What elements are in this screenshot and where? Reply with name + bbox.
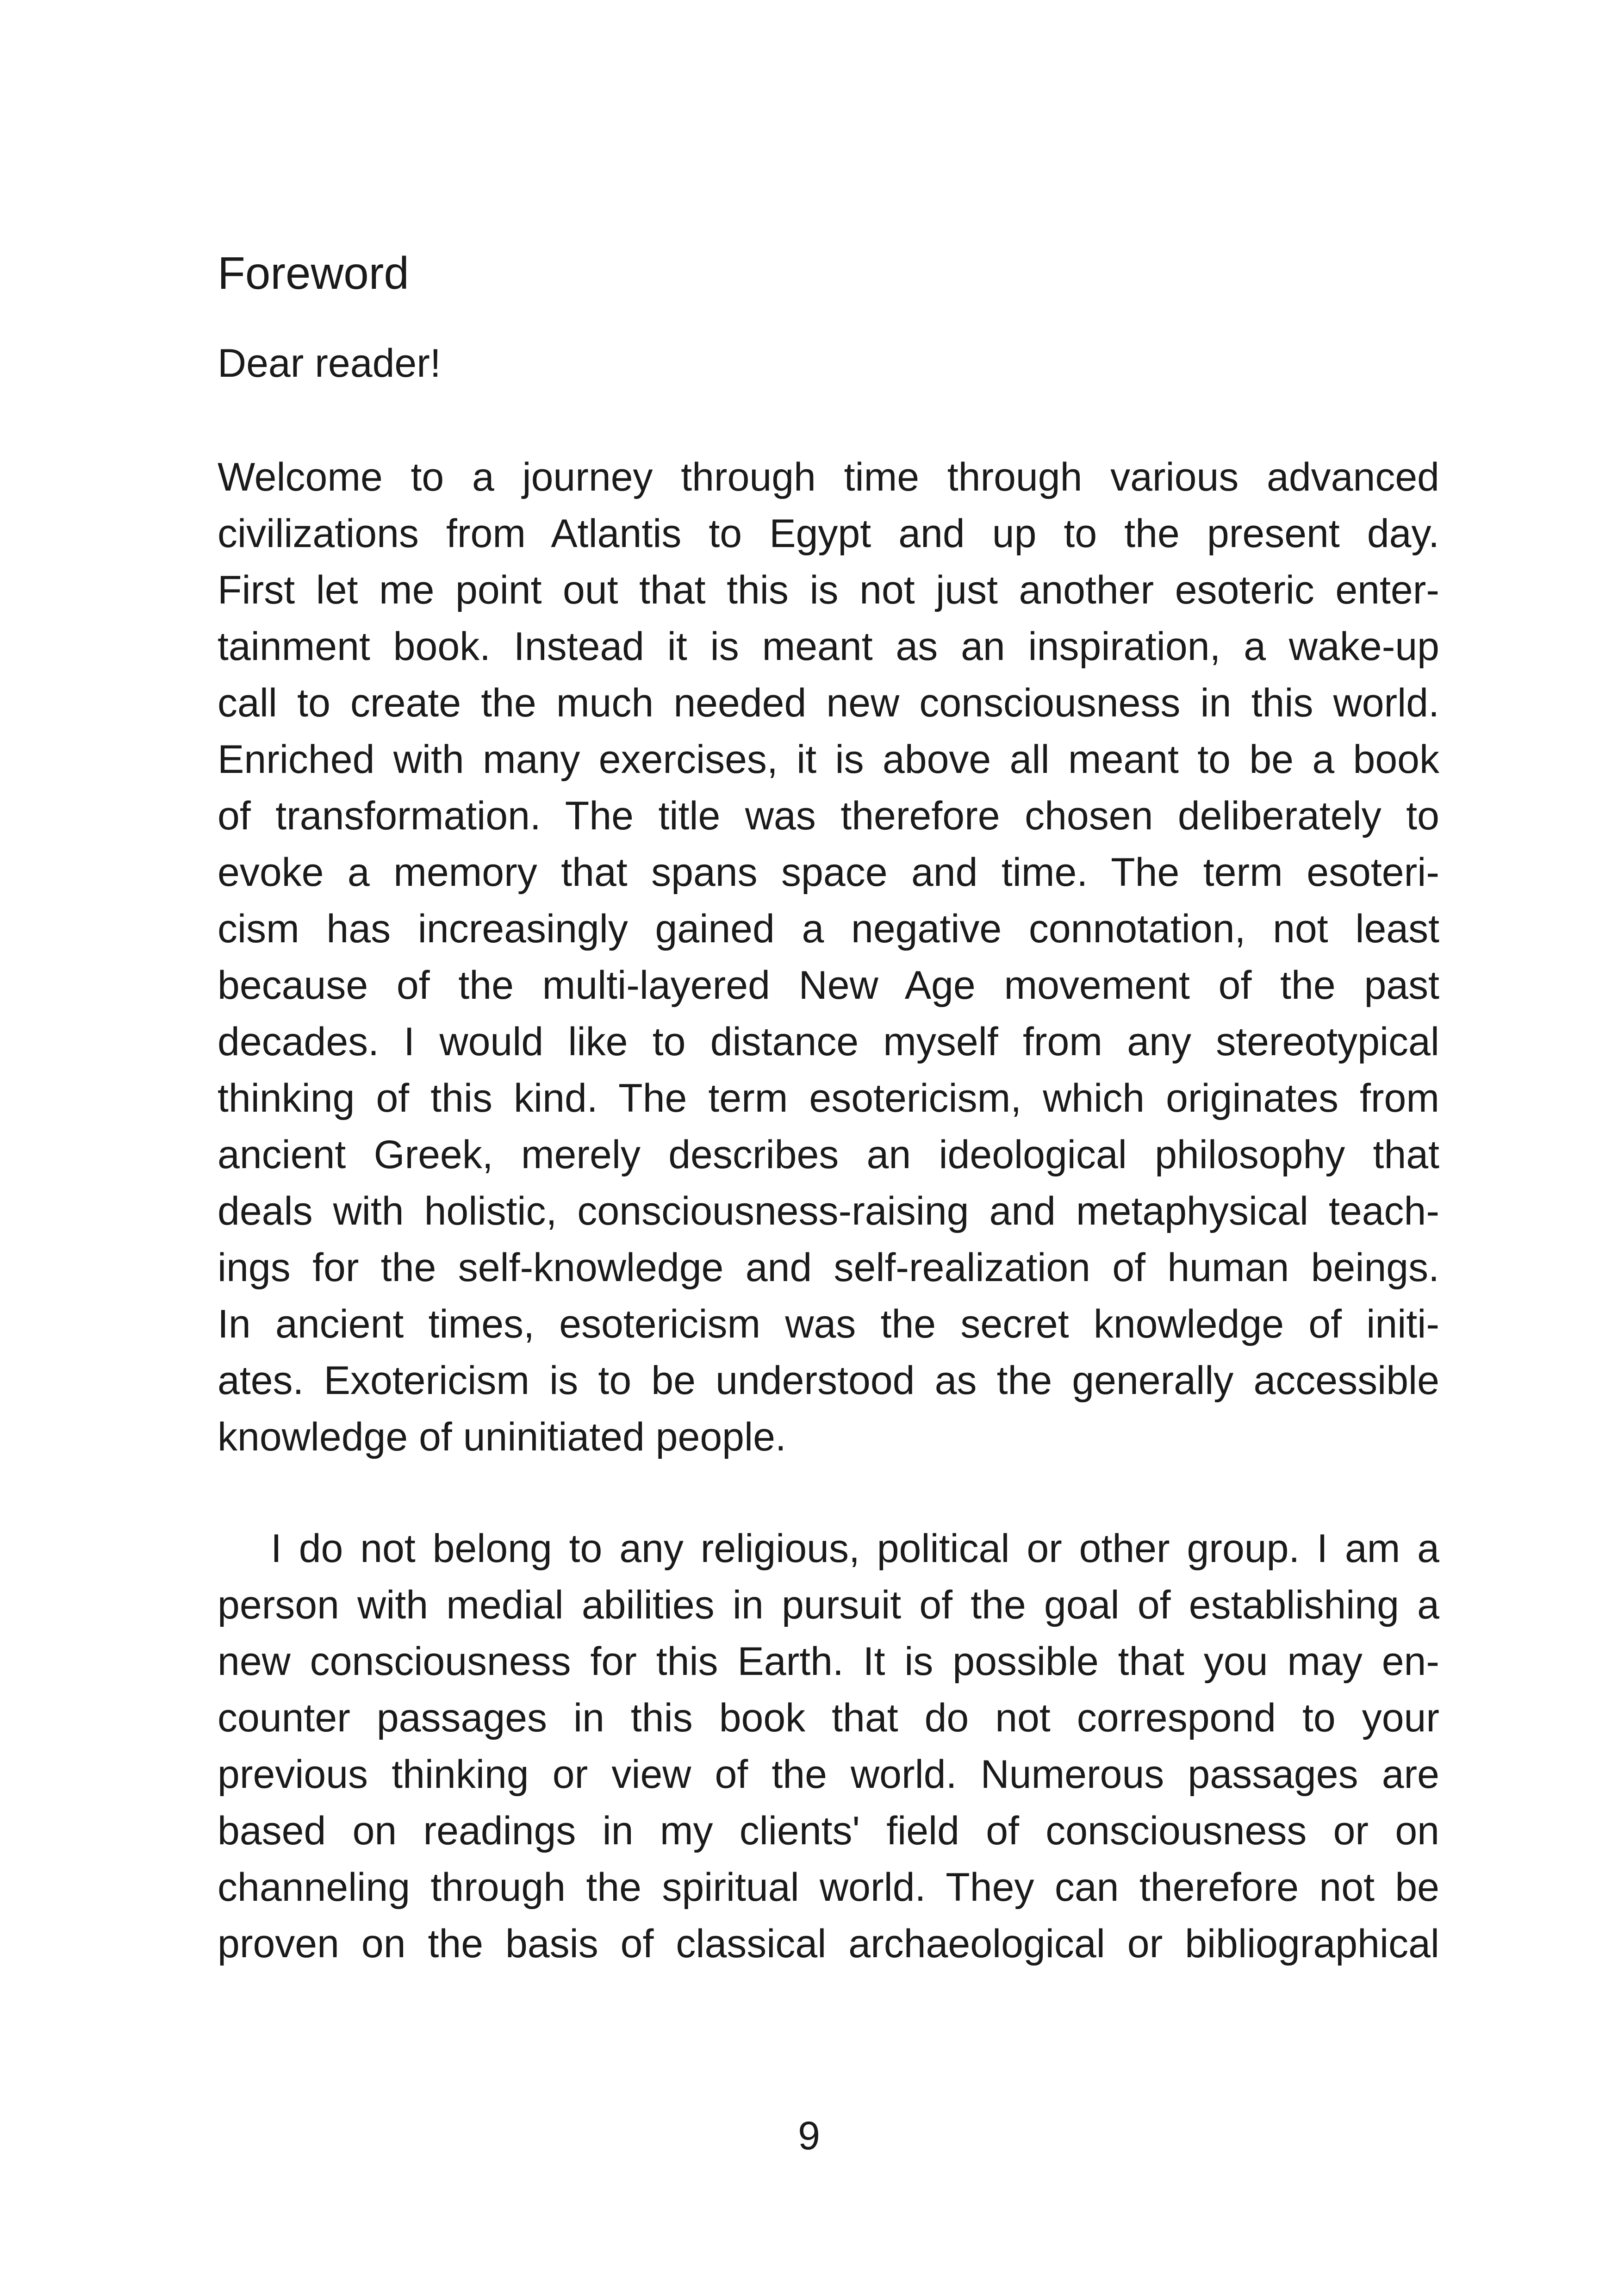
text-line: deals with holistic, consciousness-raising and metaphysical teach- (218, 1189, 1439, 1233)
text-line: proven on the basis of classical archaeological or bibliographical (218, 1922, 1439, 1966)
page-number: 9 (798, 2114, 820, 2158)
text-line: based on readings in my clients' field of consciousness or on (218, 1809, 1439, 1853)
text-line: Enriched with many exercises, it is above all meant to be a book (218, 737, 1439, 782)
text-line: ates. Exotericism is to be understood as the generally accessible (218, 1358, 1439, 1403)
paragraph-2 (218, 1520, 1439, 1972)
text-line: because of the multi-layered New Age movement of the past (218, 963, 1439, 1008)
text-line: of transformation. The title was therefore chosen deliberately to (218, 794, 1439, 838)
text-line: evoke a memory that spans space and time. The term esoteri- (218, 850, 1439, 895)
text-line: new consciousness for this Earth. It is possible that you may en- (218, 1639, 1439, 1684)
text-line: thinking of this kind. The term esotericism, which originates from (218, 1076, 1439, 1120)
salutation: Dear reader! (218, 341, 441, 386)
text-line: I do not belong to any religious, political or other group. I am a (271, 1526, 1439, 1571)
text-line: decades. I would like to distance myself from any stereotypical (218, 1020, 1439, 1064)
text-line: In ancient times, esotericism was the secret knowledge of initi- (218, 1302, 1439, 1346)
text-line: channeling through the spiritual world. They can therefore not be (218, 1865, 1439, 1910)
text-line: counter passages in this book that do not correspond to your (218, 1696, 1439, 1740)
text-line: person with medial abilities in pursuit of the goal of establishing a (218, 1583, 1439, 1627)
text-line: cism has increasingly gained a negative connotation, not least (218, 907, 1439, 951)
text-line: civilizations from Atlantis to Egypt and up to the present day. (218, 511, 1439, 556)
text-line: call to create the much needed new consciousness in this world. (218, 681, 1439, 725)
text-line: previous thinking or view of the world. Numerous passages are (218, 1752, 1439, 1797)
text-line: Welcome to a journey through time through various advanced (218, 455, 1439, 499)
text-line: First let me point out that this is not just another esoteric enter- (218, 568, 1439, 612)
text-line: ings for the self-knowledge and self-realization of human beings. (218, 1245, 1439, 1290)
text-line: ancient Greek, merely describes an ideological philosophy that (218, 1132, 1439, 1177)
paragraph-1 (218, 449, 1439, 1465)
text-line: knowledge of uninitiated people. (218, 1415, 786, 1459)
text-line: tainment book. Instead it is meant as an inspiration, a wake-up (218, 624, 1439, 669)
chapter-heading: Foreword (218, 248, 409, 299)
